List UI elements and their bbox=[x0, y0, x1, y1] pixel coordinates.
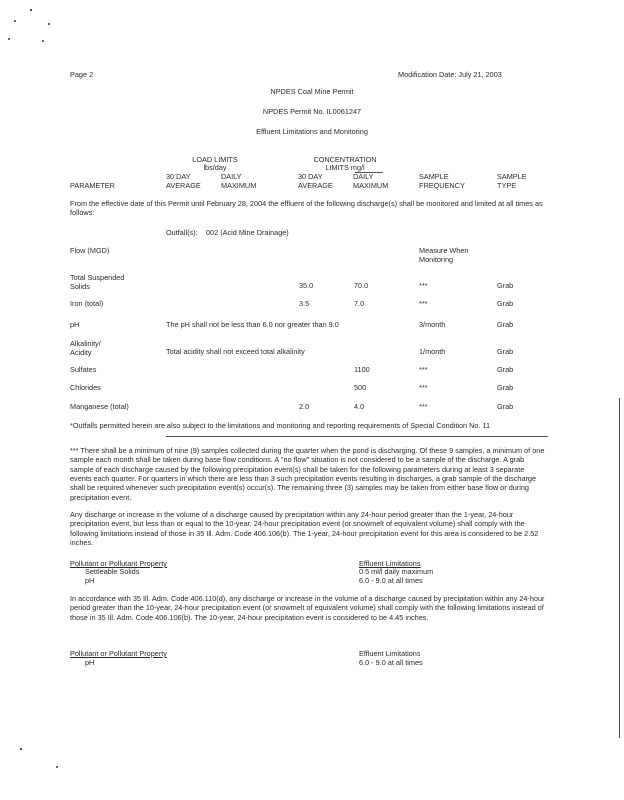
row-alkalinity-type: Grab bbox=[497, 347, 514, 356]
limits1-effluent-heading: Effluent Limitations bbox=[359, 559, 421, 568]
scan-speck bbox=[42, 40, 44, 42]
scan-speck bbox=[30, 9, 32, 11]
row-alkalinity-note: Total acidity shall not exceed total alkalinity bbox=[166, 347, 305, 356]
row-chlorides-max: 500 bbox=[354, 383, 367, 392]
row-iron-param: Iron (total) bbox=[70, 299, 104, 308]
row-manganese-frequency: *** bbox=[419, 402, 428, 411]
row-flow-param: Flow (MGD) bbox=[70, 246, 110, 255]
row-iron-type: Grab bbox=[497, 299, 514, 308]
ten-year-event-paragraph: In accordance with 35 Ill. Adm. Code 406.110(d), any discharge or increase in the volume of a discharge caused by precipitation within any 24-hour period greater than the 10-year, 24-hour precipitation event (or snowmelt of equivalent volume) shall comply with the following limitations instead of those in 35 Ill. Adm. Code 406.106(b). The 10-year, 24-hour precipitation event is considered to be 4.45 inches. bbox=[70, 594, 545, 622]
outfall-footnote: *Outfalls permitted herein are also subject to the limitations and monitoring and reporting requirements of Special Condition No. 11 bbox=[70, 421, 491, 430]
row-manganese-param: Manganese (total) bbox=[70, 402, 129, 411]
col-load-30day: 30 DAY bbox=[166, 172, 191, 181]
section-title: Effluent Limitations and Monitoring bbox=[256, 127, 368, 136]
scan-speck bbox=[8, 38, 10, 40]
row-alkalinity-param: Alkalinity/ Acidity bbox=[70, 339, 101, 358]
limits2-pollutant-heading: Pollutant or Pollutant Property bbox=[70, 649, 167, 658]
limits1-pollutant-heading: Pollutant or Pollutant Property bbox=[70, 559, 167, 568]
footnote-rule bbox=[166, 436, 548, 437]
limits2-ph-limit: 6.0 - 9.0 at all times bbox=[359, 658, 423, 667]
scan-speck bbox=[14, 20, 16, 22]
limits2-ph: pH bbox=[85, 658, 95, 667]
row-tss-avg: 35.0 bbox=[299, 281, 314, 290]
row-tss-param: Total Suspended Solids bbox=[70, 273, 125, 292]
scan-edge-mark bbox=[619, 398, 620, 738]
permit-number: NPDES Permit No. IL0061247 bbox=[262, 107, 362, 116]
col-conc-average: AVERAGE bbox=[298, 181, 333, 190]
row-sulfates-type: Grab bbox=[497, 365, 514, 374]
scan-speck bbox=[20, 748, 22, 750]
limits1-ph-limit: 6.0 - 9.0 at all times bbox=[359, 576, 423, 585]
outfall-label: Outfall(s): bbox=[166, 228, 198, 237]
sampling-paragraph: *** There shall be a minimum of nine (9) samples collected during the quarter when the pond is discharging. Of these 9 samples, a minimum of one sample each month shall be taken during base flow conditions. A "no flow" situation is not considered to be a sample of the discharge. A grab sample of each discharge caused by the following precipitation event(s) shall be taken for the following parameters during at least 3 separate events each quarter. For quarters in which there are less than 3 such precipitation events resulting in discharges, a grab sample of the discharge shall be required whenever such precipitation event(s) occur(s). The remaining three (3) samples may be taken from either base flow or during precipitation event. bbox=[70, 446, 545, 502]
limits1-settleable-solids: Settleable Solids bbox=[85, 567, 140, 576]
row-ph-type: Grab bbox=[497, 320, 514, 329]
limits2-effluent-heading: Effluent Limitations bbox=[359, 649, 421, 658]
col-sample-type-a: SAMPLE bbox=[497, 172, 527, 181]
row-tss-frequency: *** bbox=[419, 281, 428, 290]
col-load-average: AVERAGE bbox=[166, 181, 201, 190]
row-sulfates-frequency: *** bbox=[419, 365, 428, 374]
intro-paragraph: From the effective date of this Permit until February 28, 2004 the effluent of the following discharge(s) shall be monitored and limited at all times as follows: bbox=[70, 199, 543, 218]
row-manganese-type: Grab bbox=[497, 402, 514, 411]
col-load-daily: DAILY bbox=[221, 172, 242, 181]
one-year-event-paragraph: Any discharge or increase in the volume of a discharge caused by precipitation within any 24-hour period greater than the 1-year, 24-hour precipitation event, but less than or equal to the 10-year, 24-hour precipitation event (or snowmelt of equivalent volume) shall comply with the following limitations instead of those in 35 Ill. Adm. Code 406.106(b). The 1-year, 24-hour precipitation event for this area is considered to be 2.52 inches. bbox=[70, 510, 539, 547]
row-ph-param: pH bbox=[70, 320, 80, 329]
limits1-settleable-limit: 0.5 ml/l daily maximum bbox=[359, 567, 434, 576]
load-units: lbs/day bbox=[203, 163, 227, 172]
row-chlorides-frequency: *** bbox=[419, 383, 428, 392]
row-manganese-max: 4.0 bbox=[354, 402, 365, 411]
col-load-maximum: MAXIMUM bbox=[221, 181, 257, 190]
outfall-value: 002 (Acid Mine Drainage) bbox=[206, 228, 289, 237]
concentration-units: LIMITS mg/l bbox=[325, 163, 365, 172]
scan-speck bbox=[56, 766, 58, 768]
col-conc-maximum: MAXIMUM bbox=[353, 181, 389, 190]
row-iron-max: 7.0 bbox=[354, 299, 365, 308]
row-chlorides-type: Grab bbox=[497, 383, 514, 392]
row-iron-frequency: *** bbox=[419, 299, 428, 308]
permit-title: NPDES Coal Mine Permit bbox=[270, 87, 354, 96]
col-conc-30day: 30 DAY bbox=[298, 172, 323, 181]
row-tss-max: 70.0 bbox=[354, 281, 369, 290]
row-tss-type: Grab bbox=[497, 281, 514, 290]
page-number: Page 2 bbox=[70, 70, 94, 79]
scan-speck bbox=[48, 23, 50, 25]
col-parameter: PARAMETER bbox=[70, 181, 115, 190]
row-manganese-avg: 2.0 bbox=[299, 402, 310, 411]
col-conc-daily: DAILY bbox=[353, 172, 374, 181]
col-sample-type-b: TYPE bbox=[497, 181, 517, 190]
row-alkalinity-frequency: 1/month bbox=[419, 347, 446, 356]
row-ph-frequency: 3/month bbox=[419, 320, 446, 329]
row-ph-note: The pH shall not be less than 6.0 nor greater than 9.0 bbox=[166, 320, 339, 329]
col-sample: SAMPLE bbox=[419, 172, 449, 181]
modification-date: Modification Date: July 21, 2003 bbox=[398, 70, 502, 79]
limits1-ph: pH bbox=[85, 576, 95, 585]
row-flow-frequency: Measure When Monitoring bbox=[419, 246, 469, 265]
row-sulfates-param: Sulfates bbox=[70, 365, 97, 374]
concentration-heading: CONCENTRATION bbox=[313, 155, 377, 164]
col-frequency: FREQUENCY bbox=[419, 181, 465, 190]
load-limits-heading: LOAD LIMITS bbox=[192, 155, 238, 164]
row-sulfates-max: 1100 bbox=[354, 365, 370, 374]
row-iron-avg: 3.5 bbox=[299, 299, 310, 308]
row-chlorides-param: Chlorides bbox=[70, 383, 101, 392]
